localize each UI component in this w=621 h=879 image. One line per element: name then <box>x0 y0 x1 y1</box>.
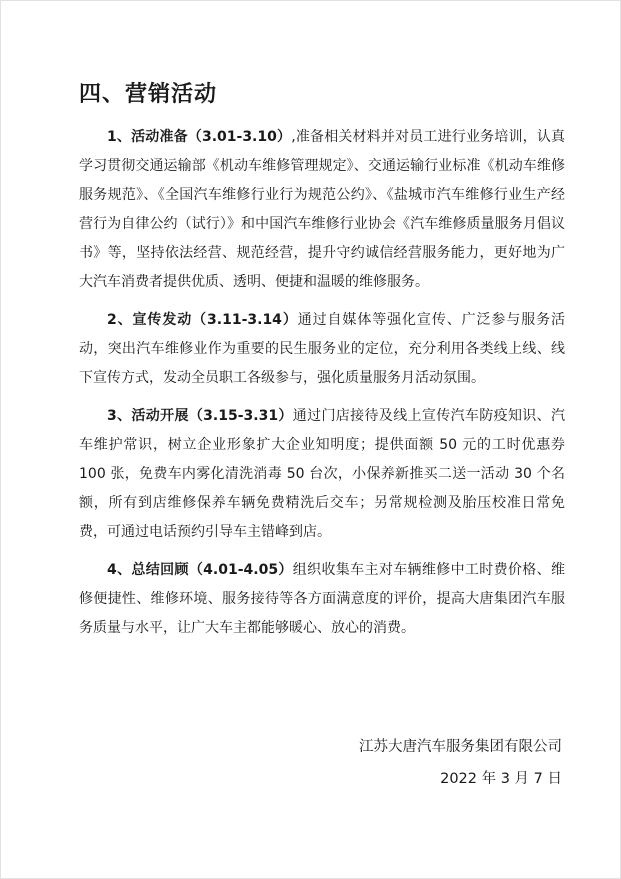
section-label-1: 1、活动准备（3.01-3.10） <box>107 129 292 145</box>
section-text-4: 组织收集车主对车辆维修中工时费价格、维修便捷性、维修环境、服务接待等各方面满意度的评价，提高大唐集团汽车服务质量与水平，让广大车主都能够暖心、放心的消费。 <box>79 562 566 636</box>
section-label-2: 2、宣传发动（3.11-3.14） <box>107 312 298 328</box>
section-text-2: 通过自媒体等强化宣传、广泛参与服务活动，突出汽车维修业作为重要的民生服务业的定位，充分利用各类线上线、线下宣传方式，发动全员职工各级参与，强化质量服务月活动氛围。 <box>79 312 566 386</box>
document-date: 2022 年 3 月 7 日 <box>440 771 562 787</box>
company-name: 江苏大唐汽车服务集团有限公司 <box>359 739 562 755</box>
section-heading: 四、营销活动 <box>79 82 218 107</box>
section-text-3: 通过门店接待及线上宣传汽车防疫知识、汽车维护常识，树立企业形象扩大企业知明度；提供面额 50 元的工时优惠券 100 张，免费车内雾化清洗消毒 50 台次，小保养新推买二送一活动 30 个名额，所有到店维修保养车辆免费精洗后交车；另常规检测及胎压校准日常免费，可通过电话预约引导车主错峰到店。 <box>79 408 566 540</box>
section-paragraph-1 <box>79 123 565 297</box>
section-paragraph-3 <box>79 402 565 547</box>
section-text-1: ,准备相关材料并对员工进行业务培训，认真学习贯彻交通运输部《机动车维修管理规定》、交通运输行业标准《机动车维修服务规范》、《全国汽车维修行业行为规范公约》、《盐城市汽车维修行业生产经营行为自律公约（试行）》和中国汽车维修行业协会《汽车维修质量服务月倡议书》等，坚持依法经营、规范经营，提升守约诚信经营服务能力，更好地为广大汽车消费者提供优质、透明、便捷和温暖的维修服务。 <box>79 129 565 290</box>
section-paragraph-4 <box>79 556 565 643</box>
section-paragraph-2 <box>79 306 565 393</box>
section-label-4: 4、总结回顾（4.01-4.05） <box>107 562 293 578</box>
section-label-3: 3、活动开展（3.15-3.31） <box>107 408 293 424</box>
signature-block <box>359 731 562 795</box>
activity-sections <box>79 123 565 652</box>
